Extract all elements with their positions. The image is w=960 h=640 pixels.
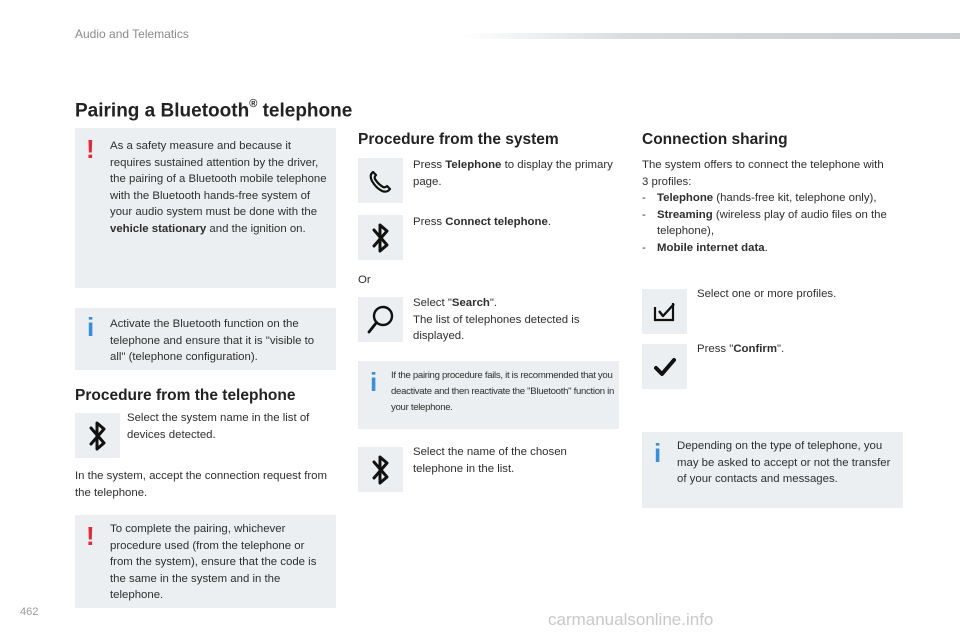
checkmark-icon	[652, 354, 678, 380]
watermark: carmanualsonline.info	[548, 610, 714, 629]
profiles-list	[642, 190, 904, 256]
info-text-contacts-transfer: Depending on the type of telephone, you may be asked to accept or not the transfer of your contacts and messages.	[677, 440, 891, 485]
bluetooth-icon-box	[75, 413, 120, 458]
step-press-telephone: Press Telephone to display the primary page.	[413, 159, 613, 188]
list-item: - Streaming (wireless play of audio files on the telephone),	[642, 208, 887, 237]
info-icon: i	[87, 312, 95, 342]
heading-connection-sharing: Connection sharing	[642, 131, 788, 148]
header-divider	[462, 33, 960, 39]
info-text-activate: Activate the Bluetooth function on the telephone and ensure that it is "visible to all" (telephone configuration).	[110, 318, 315, 363]
step-select-profiles: Select one or more profiles.	[697, 288, 837, 300]
search-icon	[365, 303, 397, 337]
heading-procedure-telephone: Procedure from the telephone	[75, 387, 296, 404]
list-item: - Mobile internet data.	[642, 241, 768, 254]
step-select-system-name: Select the system name in the list of devices detected.	[127, 412, 310, 441]
warning-icon: !	[86, 134, 95, 164]
info-box-contacts-transfer	[642, 432, 903, 508]
info-text-pairing-fails: If the pairing procedure fails, it is recommended that you deactivate and then reactivate the "Bluetooth" function in your telephone.	[391, 370, 615, 413]
warning-box-safety	[75, 128, 336, 288]
warning-text-safety: As a safety measure and because it requires sustained attention by the driver, the pairing of a Bluetooth mobile telephone with the Bluetooth hands-free system of your audio system must be done with the vehicle stationary and the ignition on.	[110, 140, 327, 235]
info-icon: i	[370, 367, 378, 397]
bluetooth-icon-box	[358, 447, 403, 492]
page-title: Pairing a Bluetooth® telephone	[75, 98, 353, 122]
phone-icon-box	[358, 158, 403, 203]
bluetooth-icon	[87, 419, 109, 453]
bluetooth-icon-box	[358, 215, 403, 260]
info-icon: i	[654, 438, 662, 468]
checkbox-icon	[652, 299, 678, 325]
step-press-confirm: Press "Confirm".	[697, 343, 785, 355]
warning-text-code: To complete the pairing, whichever procedure used (from the telephone or from the system), ensure that the code is the same in the system and in the telephone.	[110, 523, 317, 601]
info-box-pairing-fails	[358, 361, 619, 429]
phone-icon	[366, 166, 396, 196]
bluetooth-icon	[370, 453, 392, 487]
checkbox-icon-box	[642, 289, 687, 334]
list-item: - Telephone (hands-free kit, telephone only),	[642, 192, 877, 204]
step-select-telephone-name: Select the name of the chosen telephone in the list.	[413, 446, 567, 475]
warning-box-code	[75, 515, 336, 608]
section-header: Audio and Telematics	[75, 27, 189, 41]
step-press-connect: Press Connect telephone.	[413, 216, 551, 228]
checkmark-icon-box	[642, 344, 687, 389]
step-select-search: Select "Search". The list of telephones detected is displayed.	[413, 297, 580, 342]
page-number: 462	[20, 606, 39, 618]
or-separator: Or	[358, 274, 371, 286]
info-box-activate	[75, 308, 336, 370]
profiles-intro: The system offers to connect the telephone with 3 profiles:	[642, 159, 884, 188]
heading-procedure-system: Procedure from the system	[358, 131, 559, 148]
warning-icon: !	[86, 521, 95, 551]
search-icon-box	[358, 297, 403, 342]
accept-request-text: In the system, accept the connection request from the telephone.	[75, 470, 327, 499]
bluetooth-icon	[370, 221, 392, 255]
